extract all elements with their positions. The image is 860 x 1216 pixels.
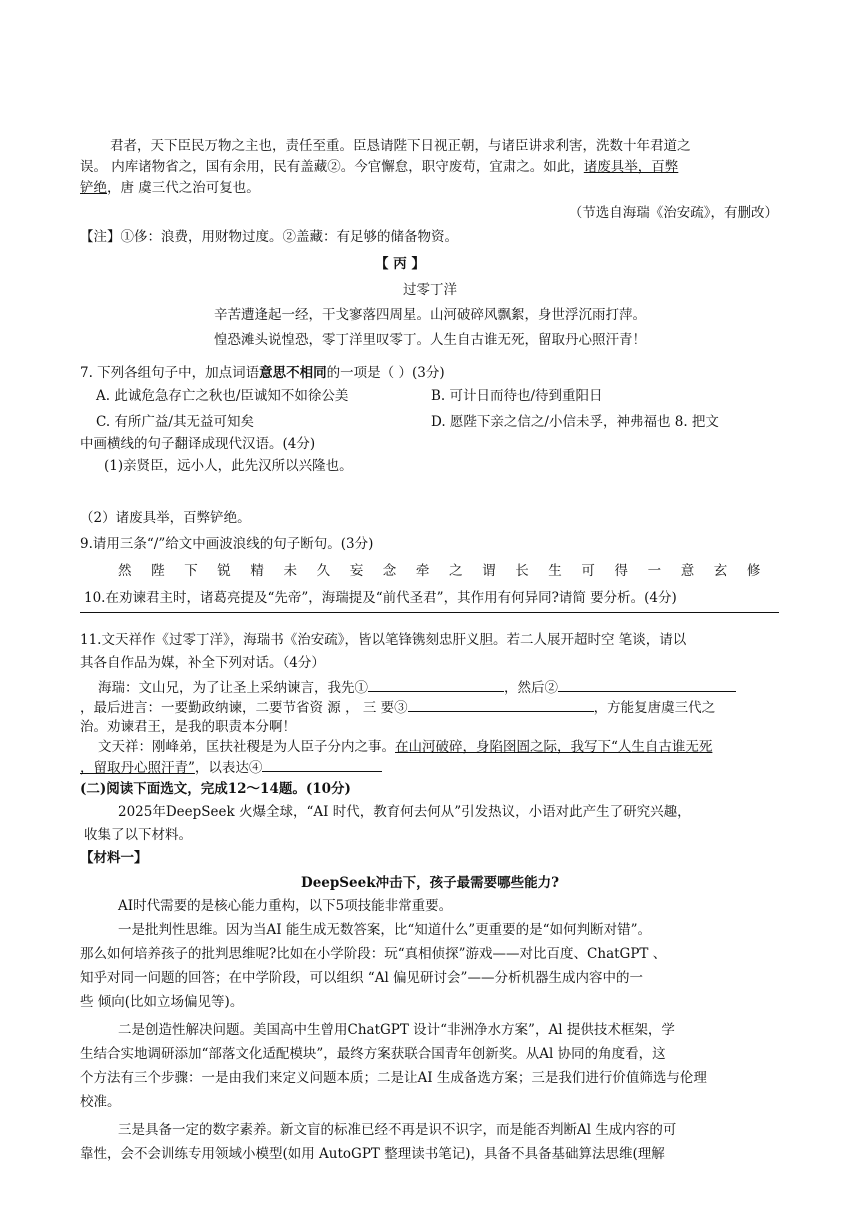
blank-3[interactable]: [408, 697, 594, 712]
poem-line-1: 辛苦遭逢起一经，干戈寥落四周星。山河破碎风飘絮，身世浮沉雨打萍。: [214, 307, 646, 323]
blank-1[interactable]: [368, 677, 504, 692]
question-7-stem-b: 的一项是（ ）(3分): [326, 365, 445, 381]
poem-line-2: 惶恐滩头说惶恐，零丁洋里叹零丁。人生自古谁无死，留取丹心照汗青！: [214, 332, 646, 348]
material-1-label: 【材料一】: [80, 850, 148, 866]
passage-yi-line-3: [80, 178, 260, 198]
dialogue-hai-text-c: ，最后进言：一要勤政纳谏，二要节省资 源 ， 三 要③: [80, 700, 408, 716]
question-8-sentence-1: (1)亲贤臣，远小人，此先汉所以兴隆也。: [104, 458, 353, 474]
question-9-characters: 然陛下锐精未久妄念牵之谓长生可得一意玄修: [118, 563, 780, 579]
blank-2[interactable]: [558, 677, 736, 692]
article-p2-line-2: 那么如何培养孩子的批判思维呢?比如在小学阶段：玩“真相侦探”游戏——对比百度、ChatGPT 、: [80, 946, 667, 962]
passage-yi-line-3-text: ，唐 虞三代之治可复也。: [107, 180, 260, 196]
article-p2-line-4: 些 倾向(比如立场偏见等)。: [80, 994, 244, 1010]
article-p4-line-2: 靠性，会不会训练专用领域小模型(如用 AutoGPT 整理读书笔记)，具备不具备基础算法思维(理解: [80, 1146, 665, 1162]
section-2-intro-line-1: 2025年DeepSeek 火爆全球，“AI 时代，教育何去何从”引发热议，小语对此产生了研究兴趣，: [118, 804, 691, 820]
question-7-option-a: A. 此诚危急存亡之秋也/臣诚知不如徐公美: [96, 388, 349, 404]
section-2-intro-line-2: 收集了以下材料。: [84, 827, 192, 843]
question-7-stem-a: 7. 下列各组句子中，加点词语: [80, 365, 260, 381]
dialogue-hai-text-b: ，然后②: [504, 680, 558, 696]
dialogue-wen-line-1: [98, 737, 712, 757]
question-7-option-c: C. 有所广益/其无益可知矣: [96, 414, 254, 430]
article-p3-line-2: 生结合实地调研添加“部落文化适配模块”，最终方案获联合国青年创新奖。从Al 协同的角度看，这: [80, 1046, 666, 1062]
section-2-heading: (二)阅读下面选文，完成12～14题。(10分): [80, 781, 351, 797]
underlined-sentence-part-1: 诸废具举，百弊: [583, 159, 679, 175]
dialogue-hai-line-3: 治。劝谏君王，是我的职责本分啊！: [80, 719, 296, 735]
question-9-stem: 9.请用三条“/”给文中画波浪线的句子断句。(3分): [80, 536, 374, 552]
passage-yi-line-1: 君者，天下臣民万物之主也，责任至重。臣恳请陛下日视正朝，与诸臣讲求利害，洗数十年君道之: [110, 138, 691, 154]
answer-divider: [80, 612, 779, 613]
dialogue-wen-line-2: [80, 757, 382, 778]
dialogue-hai-text-d: ，方能复唐虞三代之: [593, 700, 716, 716]
article-p2-line-3: 知乎对同一问题的回答；在中学阶段，可以组织 “Al 偏见研讨会”——分析机器生成内容中的一: [80, 970, 643, 986]
article-p3-line-3: 个方法有三个步骤：一是由我们来定义问题本质；二是让AI 生成备选方案；三是我们进行价值筛选与伦理: [80, 1070, 707, 1086]
passage-yi-note: 【注】①侈：浪费，用财物过度。②盖藏：有足够的储备物资。: [80, 229, 458, 245]
article-p2-line-1: 一是批判性思维。因为当AI 能生成无数答案，比“知道什么”更重要的是“如何判断对错”。: [118, 922, 651, 938]
passage-yi-line-2-text: 误。 内库诸物省之，国有余用，民有盖藏②。今官懈怠，职守废苟，宜肃之。如此，: [80, 159, 584, 175]
dialogue-wen-underlined-2: ，留取丹心照汗青”: [80, 760, 195, 776]
passage-yi-line-2: [80, 157, 678, 177]
dialogue-wen-text-b: ，以表达④: [194, 760, 263, 776]
dialogue-hai-text-a: 海瑞：文山兄，为了让圣上采纳谏言，我先①: [98, 680, 368, 696]
dialogue-wen-underlined: 在山河破碎，身陷囹圄之际，我写下“人生自古谁无死: [395, 739, 713, 755]
underlined-sentence-part-2: 铲绝: [80, 180, 107, 196]
article-paragraph-1: AI时代需要的是核心能力重构，以下5项技能非常重要。: [118, 898, 453, 914]
section-bing-label: 【 丙 】: [375, 256, 425, 272]
question-8-sentence-2: （2）诸废具举，百弊铲绝。: [80, 510, 251, 526]
question-7-stem-bold: 意思不相同: [259, 365, 327, 381]
question-8-stem: 中画横线的句子翻译成现代汉语。(4分): [80, 436, 316, 452]
dialogue-wen-text-a: 文天祥：刚峰弟，匡扶社稷是为人臣子分内之事。: [98, 739, 395, 755]
article-title: DeepSeek冲击下，孩子最需要哪些能力?: [300, 875, 560, 891]
dialogue-hai-line-2: [80, 697, 715, 718]
article-p4-line-1: 三是具备一定的数字素养。新文盲的标准已经不再是识不识字，而是能否判断Al 生成内容的可: [118, 1122, 677, 1138]
question-11-stem-line-2: 其各自作品为媒，补全下列对话。（4分）: [80, 655, 325, 671]
poem-title: 过零丁洋: [403, 282, 457, 298]
blank-4[interactable]: [262, 757, 382, 772]
dialogue-hai-line-1: [98, 677, 736, 698]
article-p3-line-4: 校准。: [80, 1094, 121, 1110]
question-7-option-b: B. 可计日而待也/待到重阳日: [431, 388, 603, 404]
question-10-stem: 10.在劝谏君主时，诸葛亮提及“先帝”，海瑞提及“前代圣君”，其作用有何异同?请简 要分析。(4分): [84, 590, 677, 606]
passage-yi-source: （节选自海瑞《治安疏》，有删改）: [568, 205, 778, 221]
question-7-option-d: D. 愿陛下亲之信之/小信未孚，神弗福也 8. 把文: [431, 414, 719, 430]
question-11-stem-line-1: 11.文天祥作《过零丁洋》，海瑞书《治安疏》，皆以笔锋镌刻忠肝义胆。若二人展开超时空 笔谈，请以: [80, 632, 687, 648]
article-p3-line-1: 二是创造性解决问题。美国高中生曾用ChatGPT 设计“非洲净水方案”，Al 提供技术框架，学: [118, 1022, 675, 1038]
question-7-stem: [80, 363, 445, 383]
